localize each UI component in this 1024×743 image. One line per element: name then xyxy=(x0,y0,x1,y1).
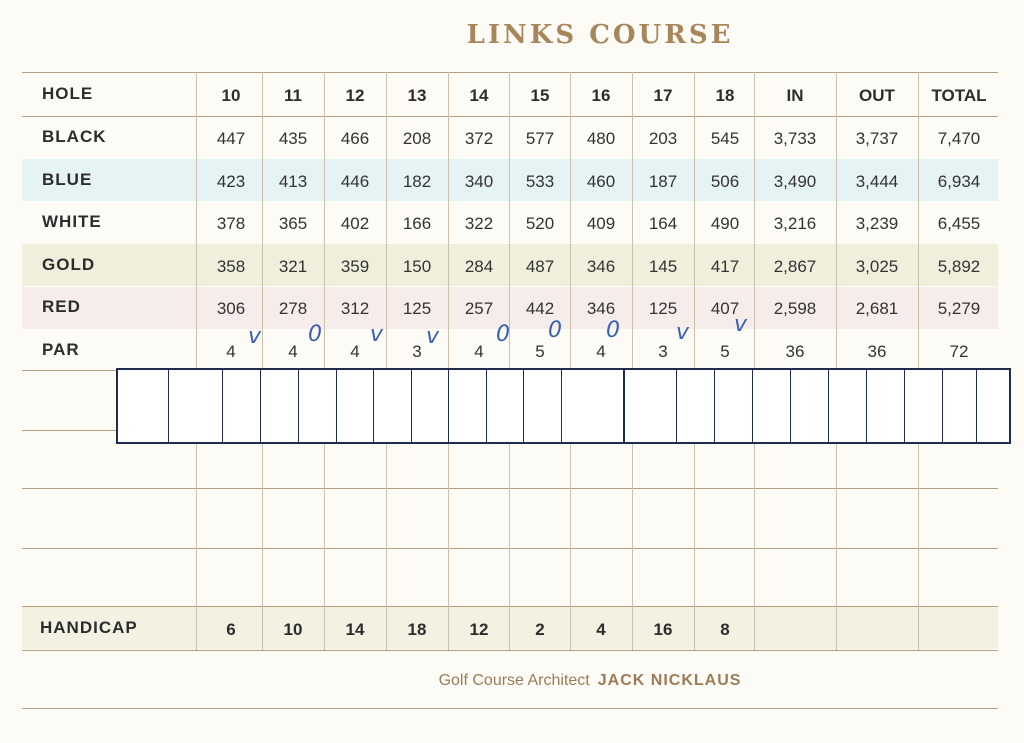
yardage-cell: 359 xyxy=(340,257,370,276)
rule-score-left xyxy=(22,430,116,431)
yardage-cell: 150 xyxy=(402,257,432,276)
col-rule xyxy=(196,72,197,650)
hole-number: 14 xyxy=(469,86,489,105)
score-box-divider xyxy=(976,370,977,442)
score-entry-strip[interactable] xyxy=(116,368,1011,444)
handicap-cell: 2 xyxy=(535,620,545,639)
score-box-divider xyxy=(676,370,677,442)
row-label-blue: BLUE xyxy=(42,170,93,189)
in-total-cell: 3,490 xyxy=(773,172,817,191)
yardage-cell: 487 xyxy=(525,257,555,276)
par-cell: 3 xyxy=(658,342,668,361)
row-label-handicap: HANDICAP xyxy=(40,618,138,637)
yardage-cell: 125 xyxy=(402,299,432,318)
score-box-divider xyxy=(411,370,412,442)
hole-number: 13 xyxy=(407,86,427,105)
yardage-cell: 378 xyxy=(216,214,246,233)
hole-number: 17 xyxy=(653,86,673,105)
in-total-cell: 2,598 xyxy=(773,299,817,318)
score-box-divider xyxy=(714,370,715,442)
par-cell: 4 xyxy=(226,342,236,361)
score-box-divider xyxy=(561,370,562,442)
in-total-cell: 2,867 xyxy=(773,257,817,276)
rule-hcp-top xyxy=(22,606,998,607)
yardage-cell: 417 xyxy=(710,257,740,276)
yardage-cell: 545 xyxy=(710,129,740,148)
score-box-divider xyxy=(942,370,943,442)
par-cell: 4 xyxy=(350,342,360,361)
yardage-cell: 278 xyxy=(278,299,308,318)
in-total-cell: 3,216 xyxy=(773,214,817,233)
rule-bottom xyxy=(22,708,998,709)
yardage-cell: 346 xyxy=(586,257,616,276)
par-cell: 5 xyxy=(720,342,730,361)
rule-blank-1 xyxy=(22,488,998,489)
total-par-cell: 72 xyxy=(949,342,969,361)
yardage-cell: 577 xyxy=(525,129,555,148)
yardage-cell: 187 xyxy=(648,172,678,191)
row-label-par: PAR xyxy=(42,340,80,359)
score-box-divider xyxy=(336,370,337,442)
handicap-cell: 12 xyxy=(469,620,489,639)
score-box-divider xyxy=(373,370,374,442)
par-cell: 5 xyxy=(535,342,545,361)
yardage-cell: 446 xyxy=(340,172,370,191)
handwritten-mark: v xyxy=(248,324,262,349)
handwritten-mark: v xyxy=(676,320,690,345)
yardage-cell: 413 xyxy=(278,172,308,191)
yardage-cell: 284 xyxy=(464,257,494,276)
score-box-divider xyxy=(752,370,753,442)
yardage-cell: 466 xyxy=(340,129,370,148)
handicap-cell: 14 xyxy=(345,620,365,639)
architect-credit xyxy=(380,672,800,690)
architect-name: JACK NICKLAUS xyxy=(597,672,742,689)
out-total-cell: 3,444 xyxy=(855,172,899,191)
hole-number: 10 xyxy=(221,86,241,105)
handicap-cell: 16 xyxy=(653,620,673,639)
handwritten-mark: v xyxy=(734,312,748,337)
score-box-divider xyxy=(523,370,524,442)
handwritten-mark: 0 xyxy=(548,318,562,343)
score-box-divider xyxy=(222,370,223,442)
yardage-cell: 340 xyxy=(464,172,494,191)
in-par-cell: 36 xyxy=(785,342,805,361)
handwritten-mark: 0 xyxy=(606,318,620,343)
score-box-divider xyxy=(260,370,261,442)
score-box-divider xyxy=(486,370,487,442)
yardage-cell: 164 xyxy=(648,214,678,233)
hole-label: HOLE xyxy=(42,84,94,103)
row-label-red: RED xyxy=(42,297,81,316)
yardage-cell: 166 xyxy=(402,214,432,233)
yardage-cell: 145 xyxy=(648,257,678,276)
par-cell: 4 xyxy=(288,342,298,361)
handwritten-mark: 0 xyxy=(308,322,322,347)
row-label-gold: GOLD xyxy=(42,255,96,274)
handwritten-mark: v xyxy=(370,322,384,347)
par-cell: 4 xyxy=(596,342,606,361)
score-box-divider xyxy=(866,370,867,442)
handicap-cell: 10 xyxy=(283,620,303,639)
in-header: IN xyxy=(786,86,804,105)
score-box-divider xyxy=(904,370,905,442)
yardage-cell: 322 xyxy=(464,214,494,233)
yardage-cell: 402 xyxy=(340,214,370,233)
yardage-cell: 203 xyxy=(648,129,678,148)
grand-total-cell: 6,934 xyxy=(937,172,981,191)
handwritten-mark: 0 xyxy=(496,322,510,347)
out-header: OUT xyxy=(859,86,895,105)
out-par-cell: 36 xyxy=(867,342,887,361)
yardage-cell: 533 xyxy=(525,172,555,191)
rule-blank-2 xyxy=(22,548,998,549)
yardage-cell: 435 xyxy=(278,129,308,148)
yardage-cell: 520 xyxy=(525,214,555,233)
hole-number: 18 xyxy=(715,86,735,105)
rule-top xyxy=(22,72,998,73)
course-title: LINKS COURSE xyxy=(466,20,734,50)
yardage-cell: 125 xyxy=(648,299,678,318)
hole-number: 15 xyxy=(530,86,550,105)
out-total-cell: 3,737 xyxy=(855,129,899,148)
handicap-cell: 18 xyxy=(407,620,427,639)
hole-number: 11 xyxy=(284,86,302,105)
out-total-cell: 3,239 xyxy=(855,214,899,233)
rule-par-left xyxy=(22,370,116,371)
grand-total-cell: 5,892 xyxy=(937,257,981,276)
score-box-divider xyxy=(790,370,791,442)
score-box-divider xyxy=(168,370,169,442)
architect-prefix: Golf Course Architect xyxy=(438,672,590,689)
rule-hcp-bottom xyxy=(22,650,998,651)
yardage-cell: 346 xyxy=(586,299,616,318)
yardage-cell: 442 xyxy=(525,299,555,318)
score-box-divider xyxy=(623,370,625,442)
yardage-cell: 312 xyxy=(340,299,370,318)
yardage-cell: 372 xyxy=(464,129,494,148)
score-box-divider xyxy=(448,370,449,442)
out-total-cell: 2,681 xyxy=(855,299,899,318)
yardage-cell: 182 xyxy=(402,172,432,191)
hole-number: 16 xyxy=(591,86,611,105)
yardage-cell: 407 xyxy=(710,299,740,318)
yardage-cell: 480 xyxy=(586,129,616,148)
in-total-cell: 3,733 xyxy=(773,129,817,148)
yardage-cell: 257 xyxy=(464,299,494,318)
score-box-divider xyxy=(828,370,829,442)
grand-total-cell: 7,470 xyxy=(937,129,981,148)
yardage-cell: 447 xyxy=(216,129,246,148)
yardage-cell: 358 xyxy=(216,257,246,276)
yardage-cell: 321 xyxy=(278,257,308,276)
yardage-cell: 460 xyxy=(586,172,616,191)
yardage-cell: 365 xyxy=(278,214,308,233)
grand-total-cell: 6,455 xyxy=(937,214,981,233)
rule-header xyxy=(22,116,998,117)
handwritten-mark: v xyxy=(426,324,440,349)
row-label-white: WHITE xyxy=(42,212,102,231)
par-cell: 4 xyxy=(474,342,484,361)
score-box-divider xyxy=(298,370,299,442)
hole-number: 12 xyxy=(345,86,365,105)
yardage-cell: 208 xyxy=(402,129,432,148)
total-header: TOTAL xyxy=(931,86,987,105)
handicap-cell: 6 xyxy=(226,620,236,639)
row-label-black: BLACK xyxy=(42,127,107,146)
yardage-cell: 409 xyxy=(586,214,616,233)
handicap-cell: 8 xyxy=(720,620,730,639)
par-cell: 3 xyxy=(412,342,422,361)
yardage-cell: 423 xyxy=(216,172,246,191)
yardage-cell: 490 xyxy=(710,214,740,233)
yardage-cell: 506 xyxy=(710,172,740,191)
out-total-cell: 3,025 xyxy=(855,257,899,276)
handicap-cell: 4 xyxy=(596,620,606,639)
grand-total-cell: 5,279 xyxy=(937,299,981,318)
yardage-cell: 306 xyxy=(216,299,246,318)
